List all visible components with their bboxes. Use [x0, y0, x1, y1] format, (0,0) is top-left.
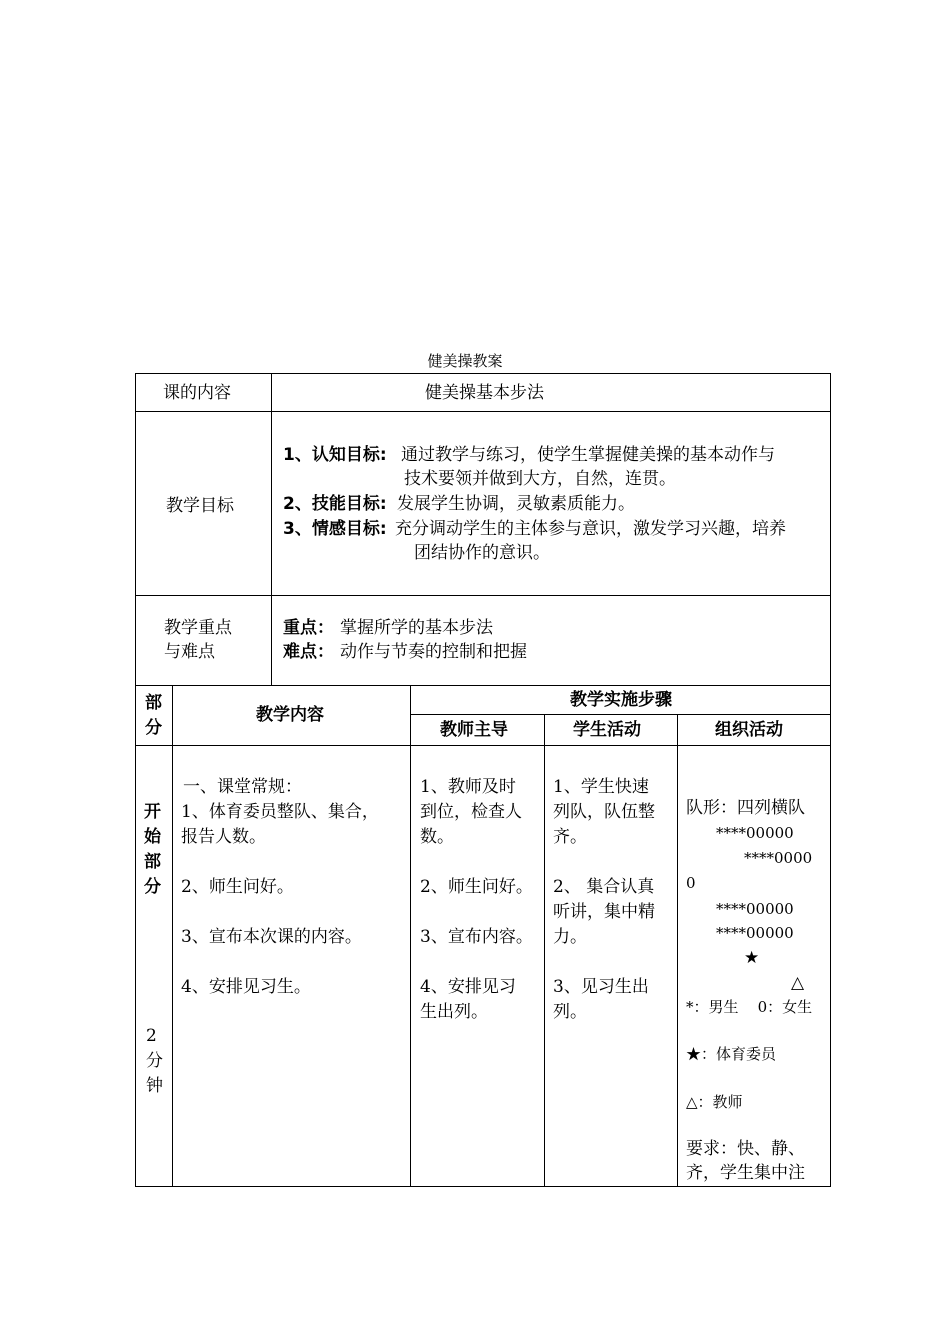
content-value: 健美操基本步法 — [425, 383, 544, 403]
objectives-label: 教学目标 — [166, 496, 234, 516]
top-table-divider — [271, 373, 272, 685]
teacher-column — [420, 775, 533, 1025]
formation-row-4: ****00000 — [716, 924, 794, 942]
formation-row-2: ****0000 — [744, 849, 813, 867]
objective-3-head: 3、情感目标: — [283, 519, 387, 539]
objective-2-line1: 发展学生协调，灵敏素质能力。 — [397, 494, 635, 514]
legend-gender: *：男生 0：女生 — [686, 998, 813, 1016]
legend-teacher: △：教师 — [686, 1093, 743, 1111]
header-steps: 教学实施步骤 — [570, 690, 672, 710]
part-char: 分 — [144, 877, 161, 897]
col-divider-teacher — [544, 714, 545, 1186]
row-divider-2 — [135, 595, 831, 596]
formation-row-2-wrap: 0 — [686, 874, 696, 892]
objective-1-line1: 通过教学与练习，使学生掌握健美操的基本动作与 — [401, 445, 775, 465]
header-student: 学生活动 — [573, 720, 641, 740]
header-bottom — [135, 745, 831, 746]
content-line — [181, 900, 379, 925]
teacher-line: 数。 — [420, 827, 454, 847]
col-divider-student — [677, 714, 678, 1186]
difficulty-head: 难点： — [283, 642, 334, 662]
keypoints-label-line2: 与难点 — [164, 642, 215, 662]
header-teacher: 教师主导 — [440, 720, 508, 740]
formation-row-3: ****00000 — [716, 900, 794, 918]
content-column — [181, 775, 379, 1000]
difficulty-text: 动作与节奏的控制和把握 — [340, 642, 527, 662]
content-line — [181, 850, 379, 875]
student-line: 齐。 — [553, 827, 587, 847]
student-line: 3、见习生出 — [553, 977, 649, 997]
content-line: 报告人数。 — [181, 827, 266, 847]
teacher-line — [420, 900, 533, 925]
objective-2-head: 2、技能目标: — [283, 494, 387, 514]
header-content: 教学内容 — [256, 705, 324, 725]
key-point-text: 掌握所学的基本步法 — [340, 618, 493, 638]
col-divider-part — [172, 685, 173, 1186]
objective-1-head: 1、认知目标: — [283, 445, 387, 465]
time-char: 分 — [146, 1051, 163, 1071]
key-point-head: 重点： — [283, 618, 334, 638]
header-part-line1: 部 — [145, 693, 162, 713]
col-divider-content — [410, 685, 411, 1186]
objective-1-line2: 技术要领并做到大方，自然，连贯。 — [404, 469, 676, 489]
header-part-line2: 分 — [145, 718, 162, 738]
teacher-line — [420, 950, 533, 975]
star-icon: ★ — [744, 948, 760, 968]
requirement-line1: 要求：快、静、 — [686, 1139, 805, 1159]
content-line: 1、体育委员整队、集合， — [181, 802, 379, 822]
teacher-line — [420, 850, 533, 875]
teacher-line: 3、宣布内容。 — [420, 927, 533, 947]
student-line: 2、 集合认真 — [553, 877, 655, 897]
part-char: 开 — [144, 802, 161, 822]
formation-row-1: ****00000 — [716, 824, 794, 842]
part-label — [144, 800, 161, 900]
teacher-line: 生出列。 — [420, 1002, 488, 1022]
content-label: 课的内容 — [163, 383, 231, 403]
student-line — [553, 950, 655, 975]
content-line: 一、课堂常规： — [183, 777, 302, 797]
part-char: 始 — [144, 827, 161, 847]
content-line — [181, 950, 379, 975]
content-line: 2、师生问好。 — [181, 877, 294, 897]
content-line: 3、宣布本次课的内容。 — [181, 927, 362, 947]
row-divider-1 — [135, 411, 831, 412]
part-char: 部 — [144, 852, 161, 872]
time-char: 2 — [146, 1026, 157, 1046]
time-char: 钟 — [146, 1076, 163, 1096]
teacher-line: 4、安排见习 — [420, 977, 516, 997]
student-line: 列。 — [553, 1002, 587, 1022]
legend-star: ★：体育委员 — [686, 1045, 777, 1063]
teacher-line: 到位，检查人 — [420, 802, 522, 822]
objective-3-line2: 团结协作的意识。 — [414, 543, 550, 563]
teacher-line: 1、教师及时 — [420, 777, 516, 797]
triangle-icon: △ — [791, 973, 805, 993]
teacher-line: 2、师生问好。 — [420, 877, 533, 897]
objective-3-line1: 充分调动学生的主体参与意识，激发学习兴趣，培养 — [395, 519, 786, 539]
student-line: 列队，队伍整 — [553, 802, 655, 822]
document-title: 健美操教案 — [427, 352, 503, 370]
student-line: 1、学生快速 — [553, 777, 649, 797]
content-line: 4、安排见习生。 — [181, 977, 311, 997]
formation-label: 队形：四列横队 — [686, 798, 805, 818]
time-label — [146, 1024, 163, 1099]
keypoints-label-line1: 教学重点 — [164, 618, 232, 638]
student-line: 听讲，集中精 — [553, 902, 655, 922]
student-line — [553, 850, 655, 875]
header-organize: 组织活动 — [715, 720, 783, 740]
student-column — [553, 775, 655, 1025]
student-line: 力。 — [553, 927, 587, 947]
header-split — [410, 714, 831, 715]
requirement-line2: 齐，学生集中注 — [686, 1163, 805, 1183]
